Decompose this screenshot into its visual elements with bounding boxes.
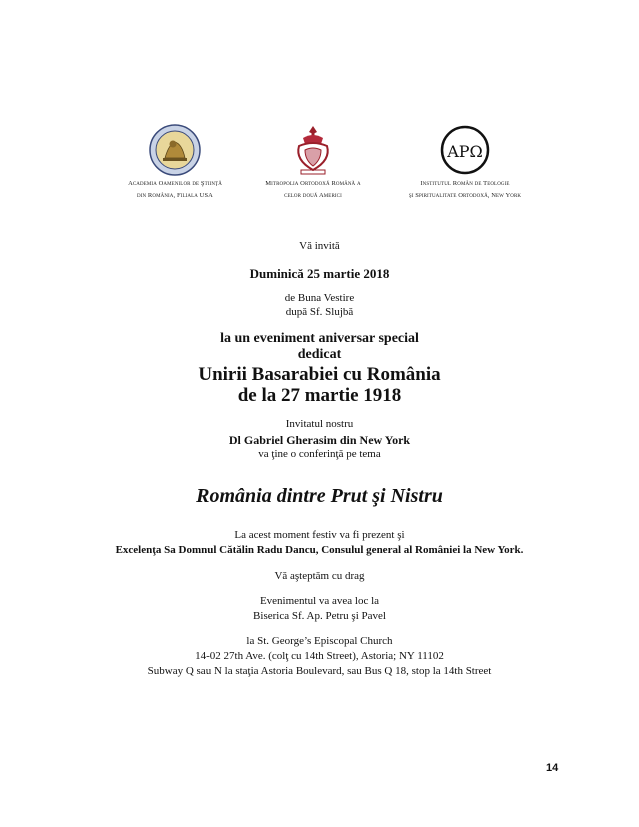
feast-line-1: de Buna Vestire xyxy=(284,292,355,304)
academy-caption-line-2: din România, Filiala USA xyxy=(137,192,213,199)
logos-row xyxy=(0,124,639,210)
consul-line: Excelenţa Sa Domnul Cătălin Radu Dancu, Consulul general al României la New York. xyxy=(115,544,524,556)
page-number: 14 xyxy=(546,762,559,774)
metropolis-emblem-icon xyxy=(291,124,335,176)
festive-moment: La acest moment festiv va fi prezent şi xyxy=(234,529,405,541)
venue-line-1: Evenimentul va avea loc la xyxy=(259,595,380,607)
metropolis-caption-line-1: Mitropolia Ortodoxă Română a xyxy=(265,180,361,187)
event-title-1: Unirii Basarabiei cu România xyxy=(198,364,441,385)
venue-line-2: Biserica Sf. Ap. Petru şi Pavel xyxy=(253,610,386,622)
conference-topic: România dintre Prut şi Nistru xyxy=(196,485,443,507)
guest-talk: va ţine o conferinţă pe tema xyxy=(258,448,381,460)
event-line-1: la un eveniment aniversar special xyxy=(220,331,419,346)
feast-line-2: după Sf. Slujbă xyxy=(285,306,354,318)
academy-caption-line-1: Academia Oamenilor de Ştiinţă xyxy=(128,180,222,187)
metropolis-logo-block xyxy=(248,124,378,200)
institute-monogram-icon xyxy=(439,124,491,176)
institute-caption-line-1: Institutul Român de Teologie xyxy=(420,180,510,187)
institute-monogram-text: ΑΡΩ xyxy=(447,142,483,161)
guest-name: Dl Gabriel Gherasim din New York xyxy=(228,433,411,447)
academy-seal-icon xyxy=(149,124,201,176)
address-line-1: la St. George’s Episcopal Church xyxy=(246,635,393,647)
event-title-2: de la 27 martie 1918 xyxy=(237,385,402,406)
event-line-2: dedicat xyxy=(297,347,342,362)
institute-caption-line-2: şi Spiritualitate Ortodoxă, New York xyxy=(408,192,522,199)
address-line-2: 14-02 27th Ave. (colţ cu 14th Street), Astoria; NY 11102 xyxy=(195,650,444,662)
academy-logo-block xyxy=(110,124,240,200)
invitation-line: Vă invită xyxy=(299,240,340,252)
address-line-3: Subway Q sau N la staţia Astoria Boulevard, sau Bus Q 18, stop la 14th Street xyxy=(147,665,492,677)
event-date: Duminică 25 martie 2018 xyxy=(249,266,390,281)
welcome-line: Vă aşteptăm cu drag xyxy=(274,570,365,582)
guest-intro: Invitatul nostru xyxy=(285,418,354,430)
metropolis-caption-line-2: celor două Americi xyxy=(284,192,342,199)
institute-logo-block xyxy=(390,124,540,200)
